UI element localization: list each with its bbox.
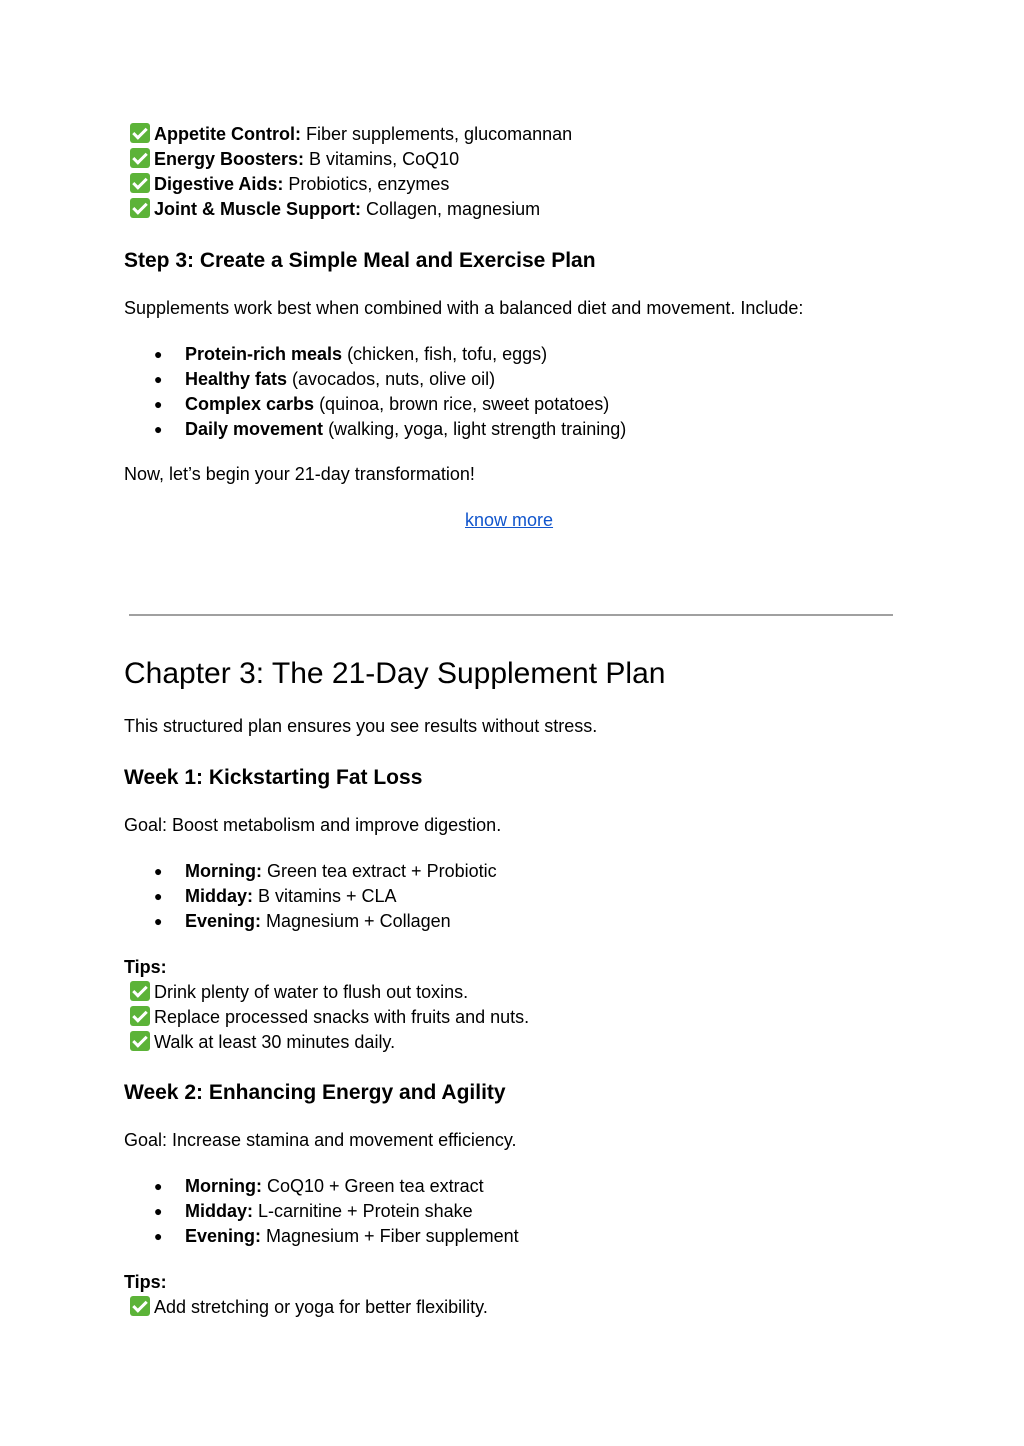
- bullet-icon: ●: [154, 1228, 163, 1244]
- tip-item: Add stretching or yoga for better flexibility.: [130, 1295, 488, 1320]
- check-mark-icon: [130, 1296, 150, 1316]
- bullet-icon: ●: [154, 888, 163, 904]
- week1-goal: Goal: Boost metabolism and improve digestion.: [124, 815, 502, 835]
- tip-item: Drink plenty of water to flush out toxins.: [130, 980, 468, 1005]
- step3-heading: Step 3: Create a Simple Meal and Exercise Plan: [124, 249, 596, 272]
- week2-heading: Week 2: Enhancing Energy and Agility: [124, 1081, 506, 1104]
- week2-goal: Goal: Increase stamina and movement efficiency.: [124, 1130, 517, 1150]
- know-more-link[interactable]: know more: [465, 510, 554, 530]
- check-mark-icon: [130, 981, 150, 1001]
- check-mark-icon: [130, 198, 150, 218]
- list-item: ● Complex carbs (quinoa, brown rice, sweet potatoes): [154, 392, 609, 417]
- checklist-item: Appetite Control: Fiber supplements, glucomannan: [130, 122, 572, 147]
- bullet-icon: ●: [154, 371, 163, 387]
- check-mark-icon: [130, 1031, 150, 1051]
- list-item: ● Midday: B vitamins + CLA: [154, 884, 397, 909]
- list-item: ● Protein-rich meals (chicken, fish, tofu, eggs): [154, 342, 547, 367]
- week2-tips-label: Tips:: [124, 1272, 167, 1292]
- week1-heading: Week 1: Kickstarting Fat Loss: [124, 766, 423, 789]
- chapter-title: Chapter 3: The 21-Day Supplement Plan: [124, 657, 666, 690]
- check-mark-icon: [130, 1006, 150, 1026]
- list-item: ● Healthy fats (avocados, nuts, olive oil): [154, 367, 495, 392]
- chapter-intro: This structured plan ensures you see results without stress.: [124, 716, 598, 736]
- list-item: ● Midday: L-carnitine + Protein shake: [154, 1199, 473, 1224]
- bullet-icon: ●: [154, 421, 163, 437]
- tip-item: Walk at least 30 minutes daily.: [130, 1030, 395, 1055]
- checklist-item: Digestive Aids: Probiotics, enzymes: [130, 172, 449, 197]
- list-item: ● Morning: CoQ10 + Green tea extract: [154, 1174, 484, 1199]
- step3-intro: Supplements work best when combined with a balanced diet and movement. Include:: [124, 298, 804, 318]
- list-item: ● Evening: Magnesium + Fiber supplement: [154, 1224, 519, 1249]
- bullet-icon: ●: [154, 396, 163, 412]
- list-item: ● Morning: Green tea extract + Probiotic: [154, 859, 497, 884]
- week1-tips-label: Tips:: [124, 957, 167, 977]
- step3-outro: Now, let’s begin your 21-day transformation!: [124, 464, 475, 484]
- tip-item: Replace processed snacks with fruits and nuts.: [130, 1005, 529, 1030]
- bullet-icon: ●: [154, 863, 163, 879]
- check-mark-icon: [130, 123, 150, 143]
- bullet-icon: ●: [154, 1203, 163, 1219]
- horizontal-divider: [129, 614, 893, 616]
- bullet-icon: ●: [154, 1178, 163, 1194]
- checklist-item: Joint & Muscle Support: Collagen, magnesium: [130, 197, 540, 222]
- check-mark-icon: [130, 148, 150, 168]
- bullet-icon: ●: [154, 346, 163, 362]
- check-mark-icon: [130, 173, 150, 193]
- list-item: ● Daily movement (walking, yoga, light strength training): [154, 417, 626, 442]
- bullet-icon: ●: [154, 913, 163, 929]
- checklist-item: Energy Boosters: B vitamins, CoQ10: [130, 147, 459, 172]
- list-item: ● Evening: Magnesium + Collagen: [154, 909, 451, 934]
